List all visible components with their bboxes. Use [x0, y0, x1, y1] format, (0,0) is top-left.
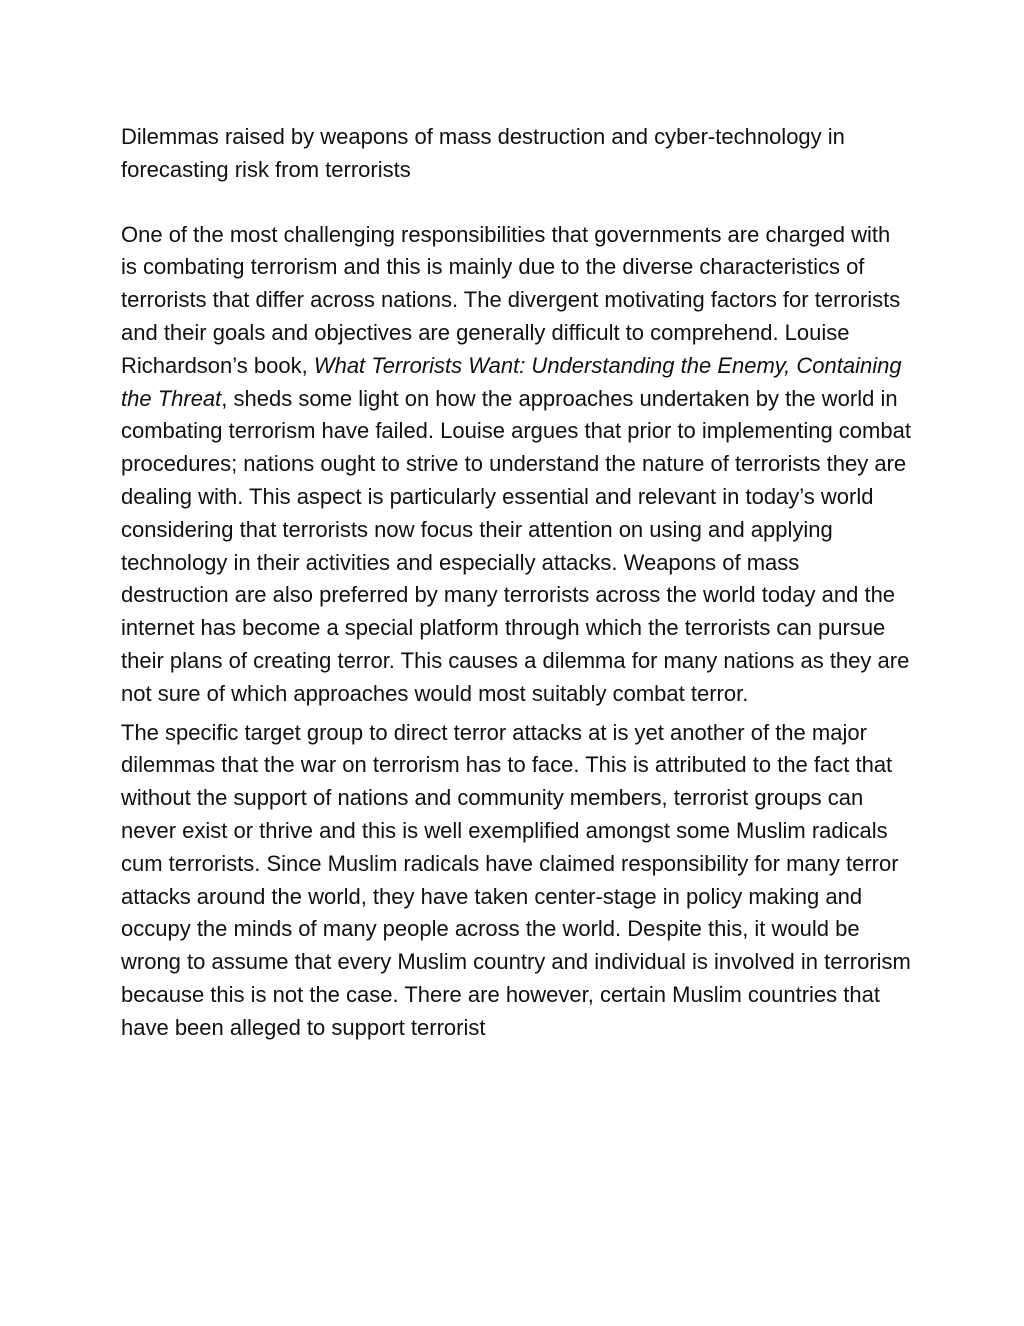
document-title: Dilemmas raised by weapons of mass destruction and cyber-technology in forecasting risk from terrorists: [121, 124, 845, 182]
paragraph-1-text-before: One of the most challenging responsibilities that governments are charged with is combating terrorism and this is mainly due to the diverse characteristics of terrorists that differ across nations. The divergent motivating factors for terrorists and their goals and objectives are generally difficult to comprehend. Louise Richardson’s book,: [121, 221, 901, 378]
paragraph-1: [121, 219, 911, 711]
document-body: [121, 121, 911, 1051]
paragraph-1-text-after: , sheds some light on how the approaches undertaken by the world in combating terrorism have failed. Louise argues that prior to implementing combat procedures; nations ought to strive to understand the nature of terrorists they are dealing with. This aspect is particularly essential and relevant in today’s world considering that terrorists now focus their attention on using and applying technology in their activities and especially attacks. Weapons of mass destruction are also preferred by many terrorists across the world today and the internet has become a special platform through which the terrorists can pursue their plans of creating terror. This causes a dilemma for many nations as they are not sure of which approaches would most suitably combat terror.: [121, 385, 911, 706]
book-title: What Terrorists Want: Understanding the Enemy, Containing the Threat: [121, 352, 902, 411]
paragraph-2: The specific target group to direct terror attacks at is yet another of the major dilemmas that the war on terrorism has to face. This is attributed to the fact that without the support of nations and community members, terrorist groups can never exist or thrive and this is well exemplified amongst some Muslim radicals cum terrorists. Since Muslim radicals have claimed responsibility for many terror attacks around the world, they have taken center-stage in policy making and occupy the minds of many people across the world. Despite this, it would be wrong to assume that every Muslim country and individual is involved in terrorism because this is not the case. There are however, certain Muslim countries that have been alleged to support terrorist: [121, 719, 911, 1040]
